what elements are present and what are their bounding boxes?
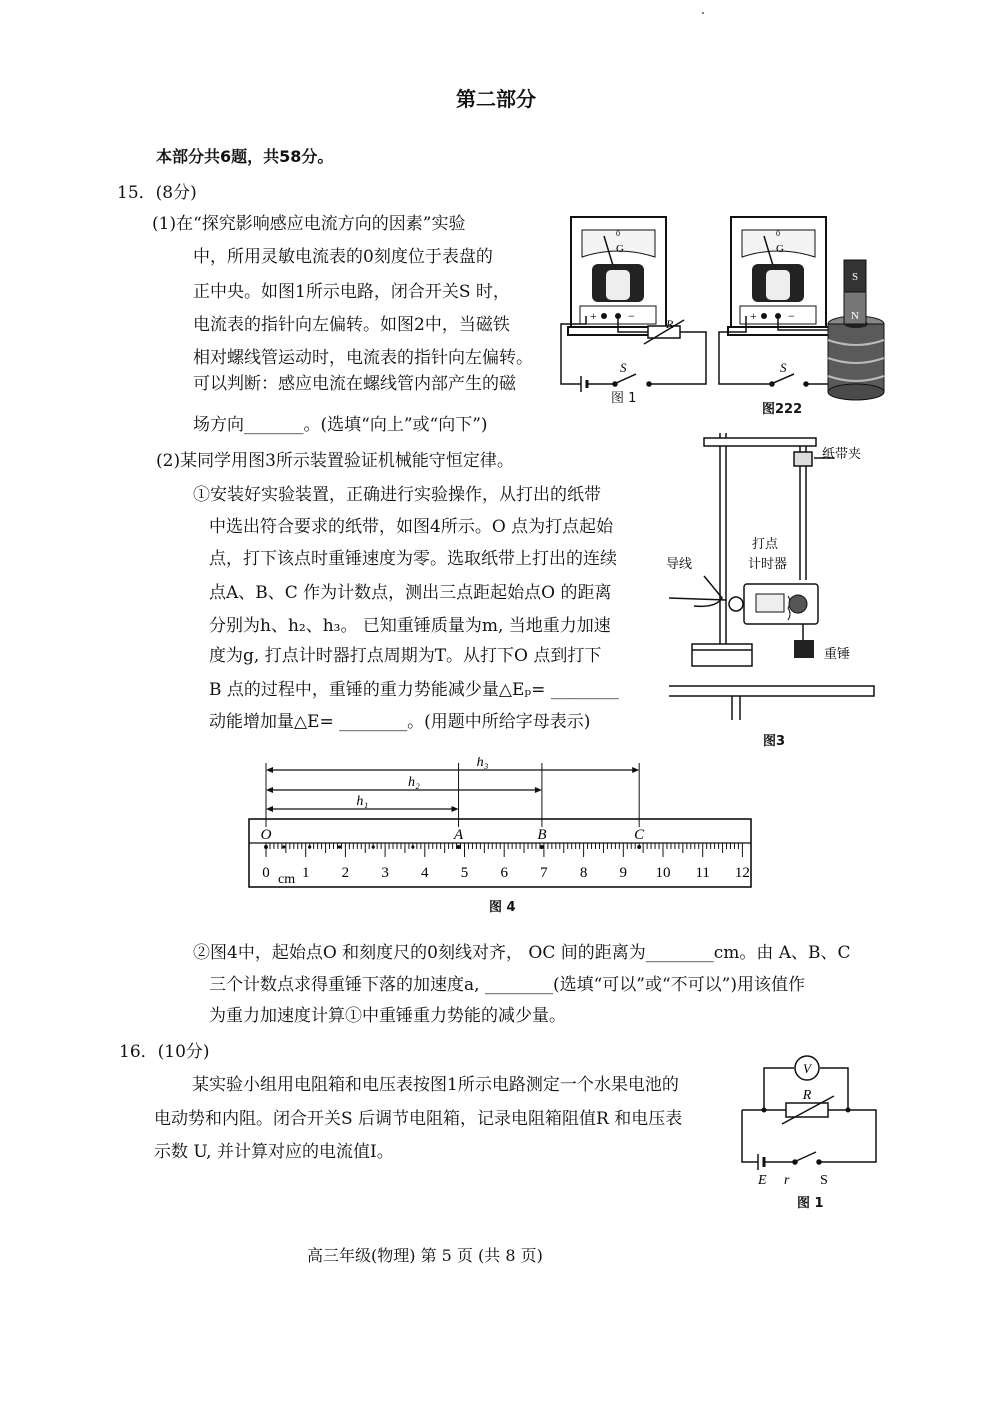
ruler-tick-label: 12 xyxy=(734,865,750,881)
q15-p2-1-line: 点A、B、C 作为计数点，测出三点距起始点O 的距离 xyxy=(209,583,612,603)
q15-p1-line: 正中央。如图1所示电路，闭合开关S 时， xyxy=(193,282,510,302)
ruler-point-label: C xyxy=(634,827,645,843)
meter-letter: G xyxy=(616,243,624,255)
ruler-tick-label: 4 xyxy=(421,865,429,881)
clip-label: 纸带夹 xyxy=(822,446,862,461)
dimension-arrowhead xyxy=(266,806,273,812)
bar-magnet xyxy=(844,260,866,324)
stand xyxy=(669,433,874,720)
meter-zero: 0 xyxy=(776,229,780,238)
ruler-tick-label: 1 xyxy=(301,865,310,881)
q15-p2-1-line: 度为g, 打点计时器打点周期为T。从打下O 点到打下 xyxy=(209,646,602,666)
ruler-tick-label: 0 xyxy=(262,865,270,881)
meter-minus: − xyxy=(788,309,795,323)
ruler-tick-label: 2 xyxy=(341,865,350,881)
q15-p2-2-line: ②图4中，起始点O 和刻度尺的0刻线对齐， OC 间的距离为________cm。由 A、B、C xyxy=(193,943,851,963)
timer-label-2: 计时器 xyxy=(748,556,788,571)
q15-p1-line: 电流表的指针向左偏转。如图2中，当磁铁 xyxy=(193,315,510,335)
ruler-tick-label: 9 xyxy=(619,865,628,881)
meter-plus: + xyxy=(590,309,597,323)
q15-p1-line: 中，所用灵敏电流表的0刻度位于表盘的 xyxy=(193,247,493,267)
q16-header: 16．(10分) xyxy=(119,1042,210,1062)
fig16-caption: 图 1 xyxy=(797,1196,824,1211)
internal-label: r xyxy=(784,1173,790,1188)
ruler-tape-dot xyxy=(411,845,414,848)
meter-plus: + xyxy=(750,309,757,323)
ruler-tape-dot xyxy=(282,845,285,848)
q16-line: 示数 U, 并计算对应的电流值I。 xyxy=(154,1142,394,1162)
ruler-point-label: O xyxy=(260,827,272,843)
fig3-caption: 图3 xyxy=(763,734,786,749)
timer-label-1: 打点 xyxy=(752,536,779,551)
magnet-north: N xyxy=(851,310,859,322)
fig4-caption: 图 4 xyxy=(489,900,516,915)
ruler-point-label: A xyxy=(453,827,464,843)
ruler-point-dot xyxy=(264,845,268,849)
fig3-diagram xyxy=(664,428,892,728)
dimension-arrowhead xyxy=(266,767,273,773)
rheostat-label: R xyxy=(666,317,674,331)
q15-p2-1-line: 点，打下该点时重锤速度为零。选取纸带上打出的连续 xyxy=(209,549,617,569)
dimension-arrowhead xyxy=(452,806,459,812)
resistor-label: R xyxy=(802,1088,812,1103)
meter-letter: G xyxy=(776,243,784,255)
fig4-ruler xyxy=(246,757,756,897)
fig1-fig2-diagram xyxy=(556,212,896,422)
wire-label: 导线 xyxy=(666,556,693,571)
fig16-circuit xyxy=(736,1054,882,1190)
dimension-label: h₁ xyxy=(356,794,369,809)
ruler-tick-label: 3 xyxy=(381,865,389,881)
ruler-tape-dot xyxy=(338,845,341,848)
emf-label: E xyxy=(758,1173,767,1188)
ruler-tick-label: 7 xyxy=(540,865,548,881)
ruler-tape-dot xyxy=(308,845,311,848)
q15-p2-1-line: 动能增加量△E= ________。(用题中所给字母表示) xyxy=(209,712,591,732)
meter-minus: − xyxy=(628,309,635,323)
page-footer: 高三年级(物理) 第 5 页 (共 8 页) xyxy=(307,1246,543,1265)
q15-p1-line: 可以判断：感应电流在螺线管内部产生的磁 xyxy=(193,374,516,394)
fig2-caption: 图222 xyxy=(762,402,803,417)
meter-zero: 0 xyxy=(616,229,620,238)
q15-p2-line: (2)某同学用图3所示装置验证机械能守恒定律。 xyxy=(156,451,514,471)
dimension-arrowhead xyxy=(266,787,273,793)
q16-line: 某实验小组用电阻箱和电压表按图1所示电路测定一个水果电池的 xyxy=(192,1075,679,1095)
section-intro: 本部分共6题，共58分。 xyxy=(156,147,334,166)
ruler-tick-label: 5 xyxy=(460,865,469,881)
fig1-caption: 图 1 xyxy=(611,391,637,406)
q15-p2-1-line: B 点的过程中，重锤的重力势能减少量△Eₚ= ________ xyxy=(209,680,619,700)
ruler-point-dot xyxy=(540,845,544,849)
scan-dot xyxy=(702,12,704,14)
ruler-tick-label: 10 xyxy=(655,865,671,881)
q15-p2-2-line: 三个计数点求得重锤下落的加速度a, ________(选填“可以”或“不可以”)用该值作 xyxy=(209,975,805,995)
ruler-unit-label: cm xyxy=(278,872,296,887)
ruler-point-label: B xyxy=(537,827,547,843)
ruler-point-dot xyxy=(457,845,461,849)
solenoid xyxy=(828,316,884,400)
q15-p2-1-line: 分别为h、h₂、h₃。 已知重锤质量为m, 当地重力加速 xyxy=(209,616,611,636)
q15-p1-line: 场方向_______。(选填“向上”或“向下”) xyxy=(193,415,488,435)
ruler-tick-label: 11 xyxy=(695,865,710,881)
weight-label: 重锤 xyxy=(824,646,851,661)
q15-p2-2-line: 为重力加速度计算①中重锤重力势能的减少量。 xyxy=(209,1006,566,1026)
dimension-label: h₃ xyxy=(476,757,489,770)
switch-label: S xyxy=(820,1173,828,1188)
q15-p2-1-line: 中选出符合要求的纸带，如图4所示。O 点为打点起始 xyxy=(209,517,614,537)
section-title: 第二部分 xyxy=(456,87,536,111)
switch-label: S xyxy=(620,360,627,375)
q15-p1-line: 相对螺线管运动时，电流表的指针向左偏转。 xyxy=(193,348,533,368)
switch-label: S xyxy=(780,360,787,375)
q15-header: 15．(8分) xyxy=(117,183,197,203)
ruler-tick-label: 8 xyxy=(579,865,588,881)
q15-p1-line: (1)在“探究影响感应电流方向的因素”实验 xyxy=(152,214,466,234)
dimension-arrowhead xyxy=(535,787,542,793)
voltmeter-label: V xyxy=(803,1061,811,1076)
ruler-tape-dot xyxy=(372,845,375,848)
q16-line: 电动势和内阻。闭合开关S 后调节电阻箱，记录电阻箱阻值R 和电压表 xyxy=(154,1109,683,1129)
q15-p2-1-line: ①安装好实验装置，正确进行实验操作，从打出的纸带 xyxy=(193,485,601,505)
ruler-tick-label: 6 xyxy=(500,865,508,881)
dimension-label: h₂ xyxy=(408,775,420,790)
ruler-point-dot xyxy=(637,845,641,849)
magnet-south: S xyxy=(851,271,859,283)
dimension-arrowhead xyxy=(632,767,639,773)
